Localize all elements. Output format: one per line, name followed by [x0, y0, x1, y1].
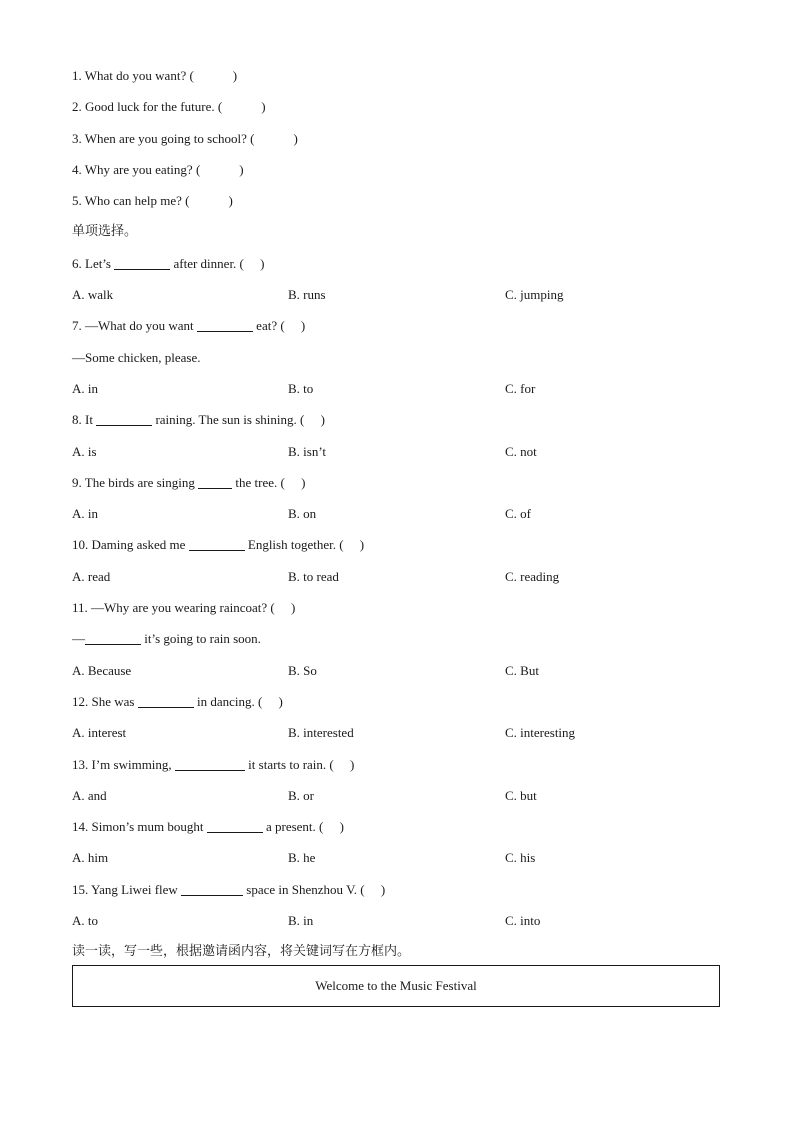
- question-13: 13. I’m swimming, it starts to rain. ( ): [72, 756, 355, 772]
- option-b[interactable]: B. to: [288, 380, 314, 396]
- option-c[interactable]: C. of: [505, 506, 531, 522]
- option-a[interactable]: A. him: [72, 850, 109, 866]
- option-c[interactable]: C. reading: [505, 568, 560, 584]
- option-c[interactable]: C. But: [505, 662, 539, 678]
- option-b[interactable]: B. interested: [288, 725, 354, 741]
- question-11-reply: — it’s going to rain soon.: [72, 631, 261, 647]
- options-9: [72, 500, 722, 531]
- option-c[interactable]: C. his: [505, 850, 536, 866]
- answer-blank[interactable]: [96, 411, 152, 426]
- answer-paren[interactable]: ( ): [217, 99, 266, 115]
- answer-blank[interactable]: [85, 630, 141, 645]
- matching-item-4: 4. Why are you eating? ( ): [72, 161, 244, 177]
- option-a[interactable]: A. in: [72, 380, 98, 396]
- option-c[interactable]: C. interesting: [505, 725, 576, 741]
- option-a[interactable]: A. to: [72, 913, 98, 929]
- option-b[interactable]: B. to read: [288, 568, 339, 584]
- option-b[interactable]: B. he: [288, 850, 316, 866]
- options-15: [72, 907, 722, 938]
- options-12: [72, 719, 722, 750]
- answer-paren[interactable]: ( ): [195, 161, 244, 177]
- matching-item-3: 3. When are you going to school? ( ): [72, 130, 298, 146]
- option-c[interactable]: C. into: [505, 913, 541, 929]
- option-a[interactable]: A. Because: [72, 662, 132, 678]
- question-9: 9. The birds are singing the tree. ( ): [72, 474, 306, 490]
- worksheet-page: [72, 62, 722, 970]
- option-a[interactable]: A. is: [72, 443, 97, 459]
- option-c[interactable]: C. jumping: [505, 287, 564, 303]
- answer-paren[interactable]: ( ): [250, 130, 298, 146]
- option-a[interactable]: A. in: [72, 506, 98, 522]
- invitation-title: Welcome to the Music Festival: [315, 978, 477, 993]
- options-6: [72, 281, 722, 312]
- answer-blank[interactable]: [197, 317, 253, 332]
- question-15: 15. Yang Liwei flew space in Shenzhou V. ( ): [72, 881, 386, 897]
- option-b[interactable]: B. isn’t: [288, 443, 327, 459]
- answer-blank[interactable]: [175, 756, 245, 771]
- section-heading-reading: 读一读，写一些，根据邀请函内容，将关键词写在方框内。: [72, 944, 411, 960]
- option-b[interactable]: B. runs: [288, 287, 326, 303]
- answer-blank[interactable]: [181, 881, 243, 896]
- invitation-box: [72, 965, 720, 1007]
- section-heading-single-choice: 单项选择。: [72, 224, 138, 240]
- option-c[interactable]: C. for: [505, 380, 536, 396]
- answer-blank[interactable]: [138, 693, 194, 708]
- matching-item-2: 2. Good luck for the future. ( ): [72, 99, 266, 115]
- option-a[interactable]: A. read: [72, 568, 111, 584]
- answer-blank[interactable]: [189, 536, 245, 551]
- option-b[interactable]: B. or: [288, 787, 314, 803]
- question-8: 8. It raining. The sun is shining. ( ): [72, 412, 325, 428]
- option-c[interactable]: C. but: [505, 787, 537, 803]
- answer-paren[interactable]: ( ): [189, 68, 238, 83]
- answer-paren[interactable]: ( ): [185, 193, 233, 209]
- question-7-reply: —Some chicken, please.: [72, 349, 201, 365]
- option-a[interactable]: A. walk: [72, 287, 114, 303]
- answer-blank[interactable]: [114, 255, 170, 270]
- option-b[interactable]: B. in: [288, 913, 314, 929]
- question-12: 12. She was in dancing. ( ): [72, 693, 283, 709]
- option-c[interactable]: C. not: [505, 443, 537, 459]
- question-11: 11. —Why are you wearing raincoat? ( ): [72, 600, 296, 616]
- answer-blank[interactable]: [207, 818, 263, 833]
- matching-item-5: 5. Who can help me? ( ): [72, 193, 233, 209]
- option-b[interactable]: B. So: [288, 662, 317, 678]
- question-7: 7. —What do you want eat? ( ): [72, 318, 306, 334]
- options-10: [72, 563, 722, 594]
- matching-item-1: 1. What do you want? ( ): [72, 68, 238, 83]
- question-14: 14. Simon’s mum bought a present. ( ): [72, 819, 344, 835]
- answer-blank[interactable]: [198, 474, 232, 489]
- option-a[interactable]: A. and: [72, 787, 107, 803]
- option-a[interactable]: A. interest: [72, 725, 127, 741]
- options-13: [72, 782, 722, 813]
- options-14: [72, 844, 722, 875]
- question-10: 10. Daming asked me English together. ( ): [72, 537, 365, 553]
- options-11: [72, 657, 722, 688]
- option-b[interactable]: B. on: [288, 506, 317, 522]
- options-8: [72, 438, 722, 469]
- question-6: 6. Let’s after dinner. ( ): [72, 255, 265, 271]
- options-7: [72, 375, 722, 406]
